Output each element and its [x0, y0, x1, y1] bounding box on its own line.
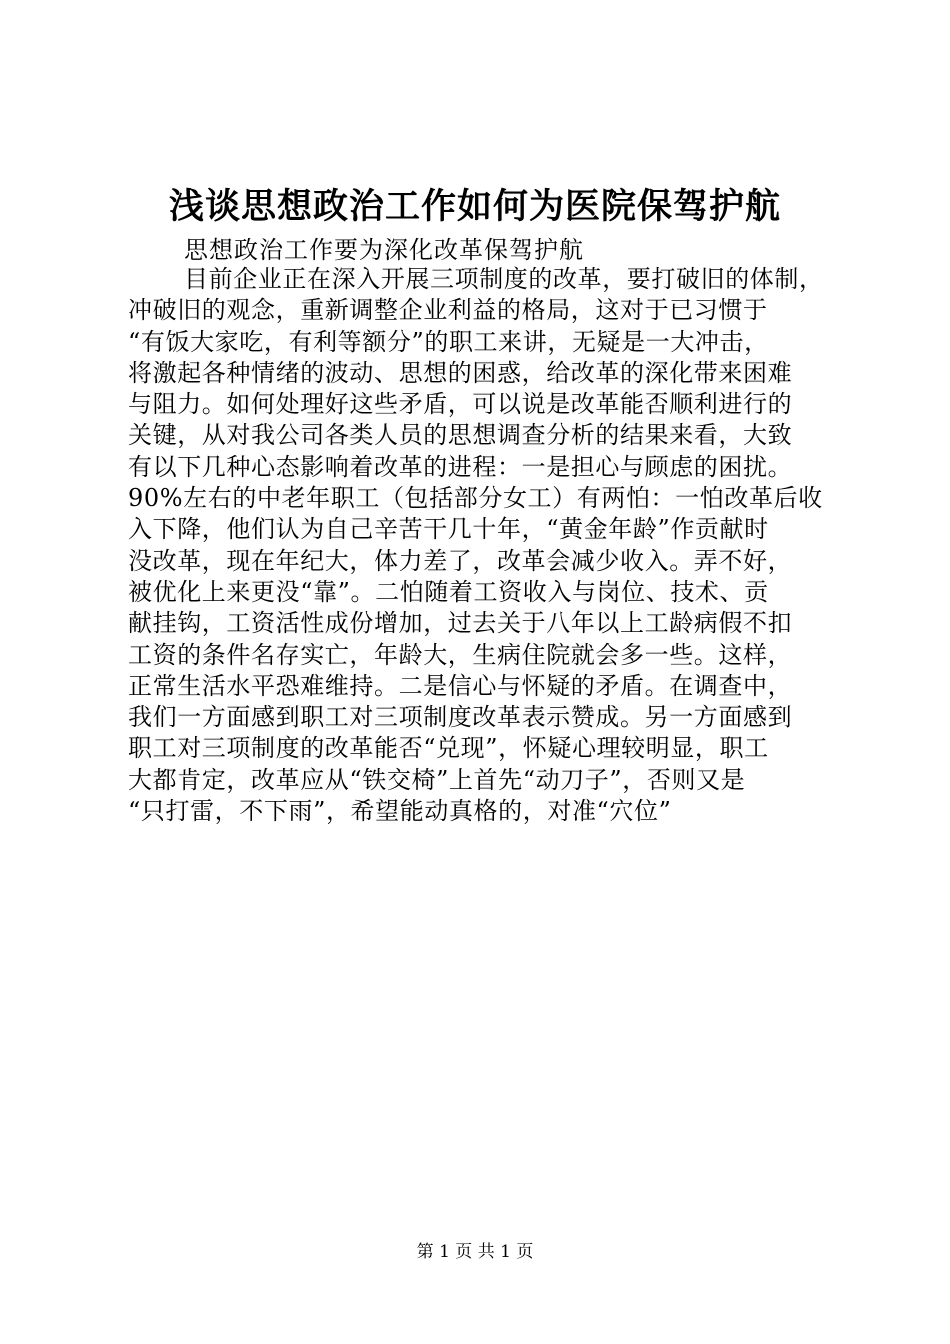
body-line: 职工对三项制度的改革能否“兑现”，怀疑心理较明显，职工: [128, 734, 769, 763]
body-line: 大都肯定，改革应从“铁交椅”上首先“动刀子”，否则又是: [128, 765, 746, 794]
body-line: 有以下几种心态影响着改革的进程：一是担心与顾虑的困扰。: [128, 452, 793, 481]
body-line: 90%左右的中老年职工（包括部分女工）有两怕：一怕改革后收: [128, 484, 823, 513]
body-line: 没改革，现在年纪大，体力差了，改革会减少收入。弄不好，: [128, 546, 793, 575]
document-title: 浅谈思想政治工作如何为医院保驾护航: [168, 186, 781, 227]
document-subtitle: 思想政治工作要为深化改革保驾护航: [184, 236, 584, 264]
body-paragraph: [128, 264, 858, 827]
body-line: 工资的条件名存实亡，年龄大，生病住院就会多一些。这样，: [128, 640, 793, 669]
body-line: “有饭大家吃，有利等额分”的职工来讲，无疑是一大冲击，: [128, 327, 769, 356]
body-line: 被优化上来更没“靠”。二怕随着工资收入与岗位、技术、贡: [128, 577, 769, 606]
body-line: 将激起各种情绪的波动、思想的困惑，给改革的深化带来困难: [128, 358, 793, 387]
body-line: 正常生活水平恐难维持。二是信心与怀疑的矛盾。在调查中，: [128, 671, 793, 700]
body-line: “只打雷，不下雨”，希望能动真格的，对准“穴位”: [128, 797, 672, 826]
body-line: 献挂钩，工资活性成份增加，过去关于八年以上工龄病假不扣: [128, 609, 793, 638]
body-line: 入下降，他们认为自己辛苦干几十年，“黄金年龄”作贡献时: [128, 515, 769, 544]
body-line: 我们一方面感到职工对三项制度改革表示赞成。另一方面感到: [128, 703, 793, 732]
page-footer: 第 1 页 共 1 页: [416, 1242, 534, 1262]
body-line: 与阻力。如何处理好这些矛盾，可以说是改革能否顺利进行的: [128, 390, 793, 419]
body-line: 冲破旧的观念，重新调整企业利益的格局，这对于已习惯于: [128, 296, 768, 325]
body-line: 目前企业正在深入开展三项制度的改革，要打破旧的体制，: [184, 265, 824, 293]
body-line: 关键，从对我公司各类人员的思想调查分析的结果来看，大致: [128, 421, 793, 450]
